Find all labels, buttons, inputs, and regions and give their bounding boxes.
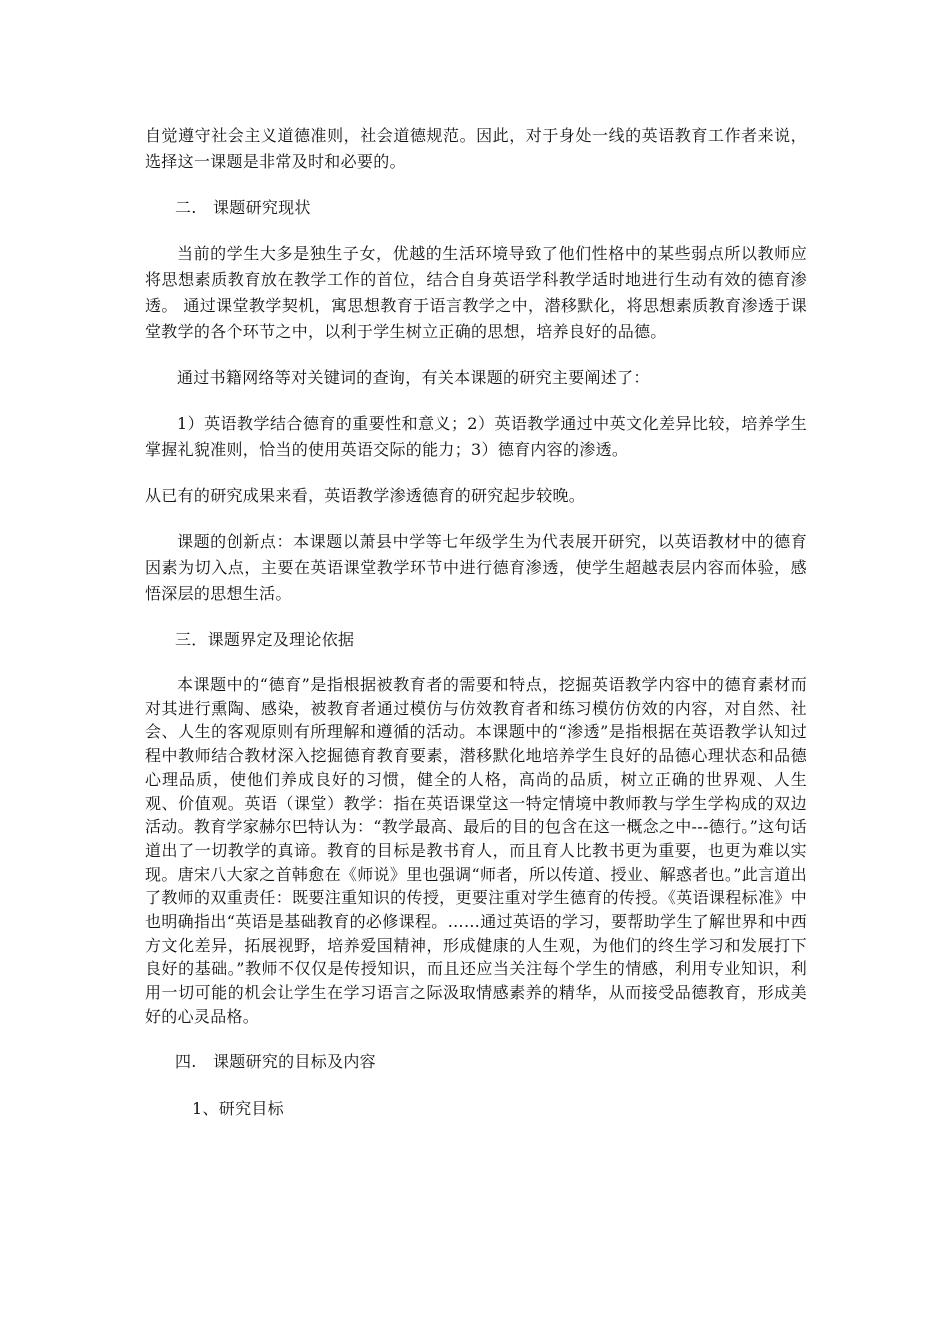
paragraph-innovation: 课题的创新点：本课题以萧县中学等七年级学生为代表展开研究，以英语教材中的德育因素为切入点，主要在英语课堂教学环节中进行德育渗透，使学生超越表层内容而体验，感悟深层的思想生活。 <box>145 532 807 603</box>
paragraph-definition-theory: 本课题中的“德育”是指根据被教育者的需要和特点，挖掘英语教学内容中的德育素材而对其进行熏陶、感染，被教育者通过模仿与仿效教育者和练习模仿仿效的内容，对自然、社会、人生的客观原则有所理解和遵循的活动。本课题中的“渗透”是指根据在英语教学认知过程中教师结合教材深入挖掘德育教育要素，潜移默化地培养学生良好的品德心理状态和品德心理品质，使他们养成良好的习惯，健全的人格，高尚的品质，树立正确的世界观、人生观、价值观。英语（课堂）教学：指在英语课堂这一特定情境中教师教与学生学构成的双边活动。教育学家赫尔巴特认为：“教学最高、最后的目的包含在这一概念之中---德行。”这句话道出了一切教学的真谛。教育的目标是教书育人，而且育人比教书更为重要，也更为难以实现。唐宋八大家之首韩愈在《师说》里也强调“师者，所以传道、授业、解惑者也。”此言道出了教师的双重责任：既要注重知识的传授，更要注重对学生德育的传授。《英语课程标准》中也明确指出“英语是基础教育的必修课程。……通过英语的学习，要帮助学生了解世界和中西方文化差异，拓展视野，培养爱国精神，形成健康的人生观，为他们的终生学习和发展打下良好的基础。”教师不仅仅是传授知识，而且还应当关注每个学生的情感，利用专业知识，利用一切可能的机会让学生在学习语言之际汲取情感素养的精华，从而接受品德教育，形成美好的心灵品格。 <box>145 675 807 1026</box>
paragraph-intro-continuation: 自觉遵守社会主义道德准则，社会道德规范。因此，对于身处一线的英语教育工作者来说，选择这一课题是非常及时和必要的。 <box>145 126 807 171</box>
paragraph-research-progress: 从已有的研究成果来看，英语教学渗透德育的研究起步较晚。 <box>145 486 586 505</box>
section-heading-definition: 三．课题界定及理论依据 <box>175 630 355 649</box>
paragraph-research-points: 1）英语教学结合德育的重要性和意义；2）英语教学通过中英文化差异比较，培养学生掌握礼貌准则，恰当的使用英语交际的能力；3）德育内容的渗透。 <box>145 414 807 459</box>
paragraph-literature-search: 通过书籍网络等对关键词的查询，有关本课题的研究主要阐述了： <box>177 368 650 387</box>
document-page <box>145 123 807 1122</box>
section-heading-research-status: 二. 课题研究现状 <box>175 198 311 217</box>
paragraph-current-students: 当前的学生大多是独生子女，优越的生活环境导致了他们性格中的某些弱点所以教师应将思想素质教育放在教学工作的首位，结合自身英语学科教学适时地进行生动有效的德育渗透。 通过课堂教学契机，寓思想教育于语言教学之中，潜移默化，将思想素质教育渗透于课堂教学的各个环节之中，以利于学生树立正确的思想，培养良好的品德。 <box>145 244 807 341</box>
section-heading-goals: 四. 课题研究的目标及内容 <box>175 1051 376 1071</box>
subheading-research-goal: 1、研究目标 <box>192 1098 284 1118</box>
